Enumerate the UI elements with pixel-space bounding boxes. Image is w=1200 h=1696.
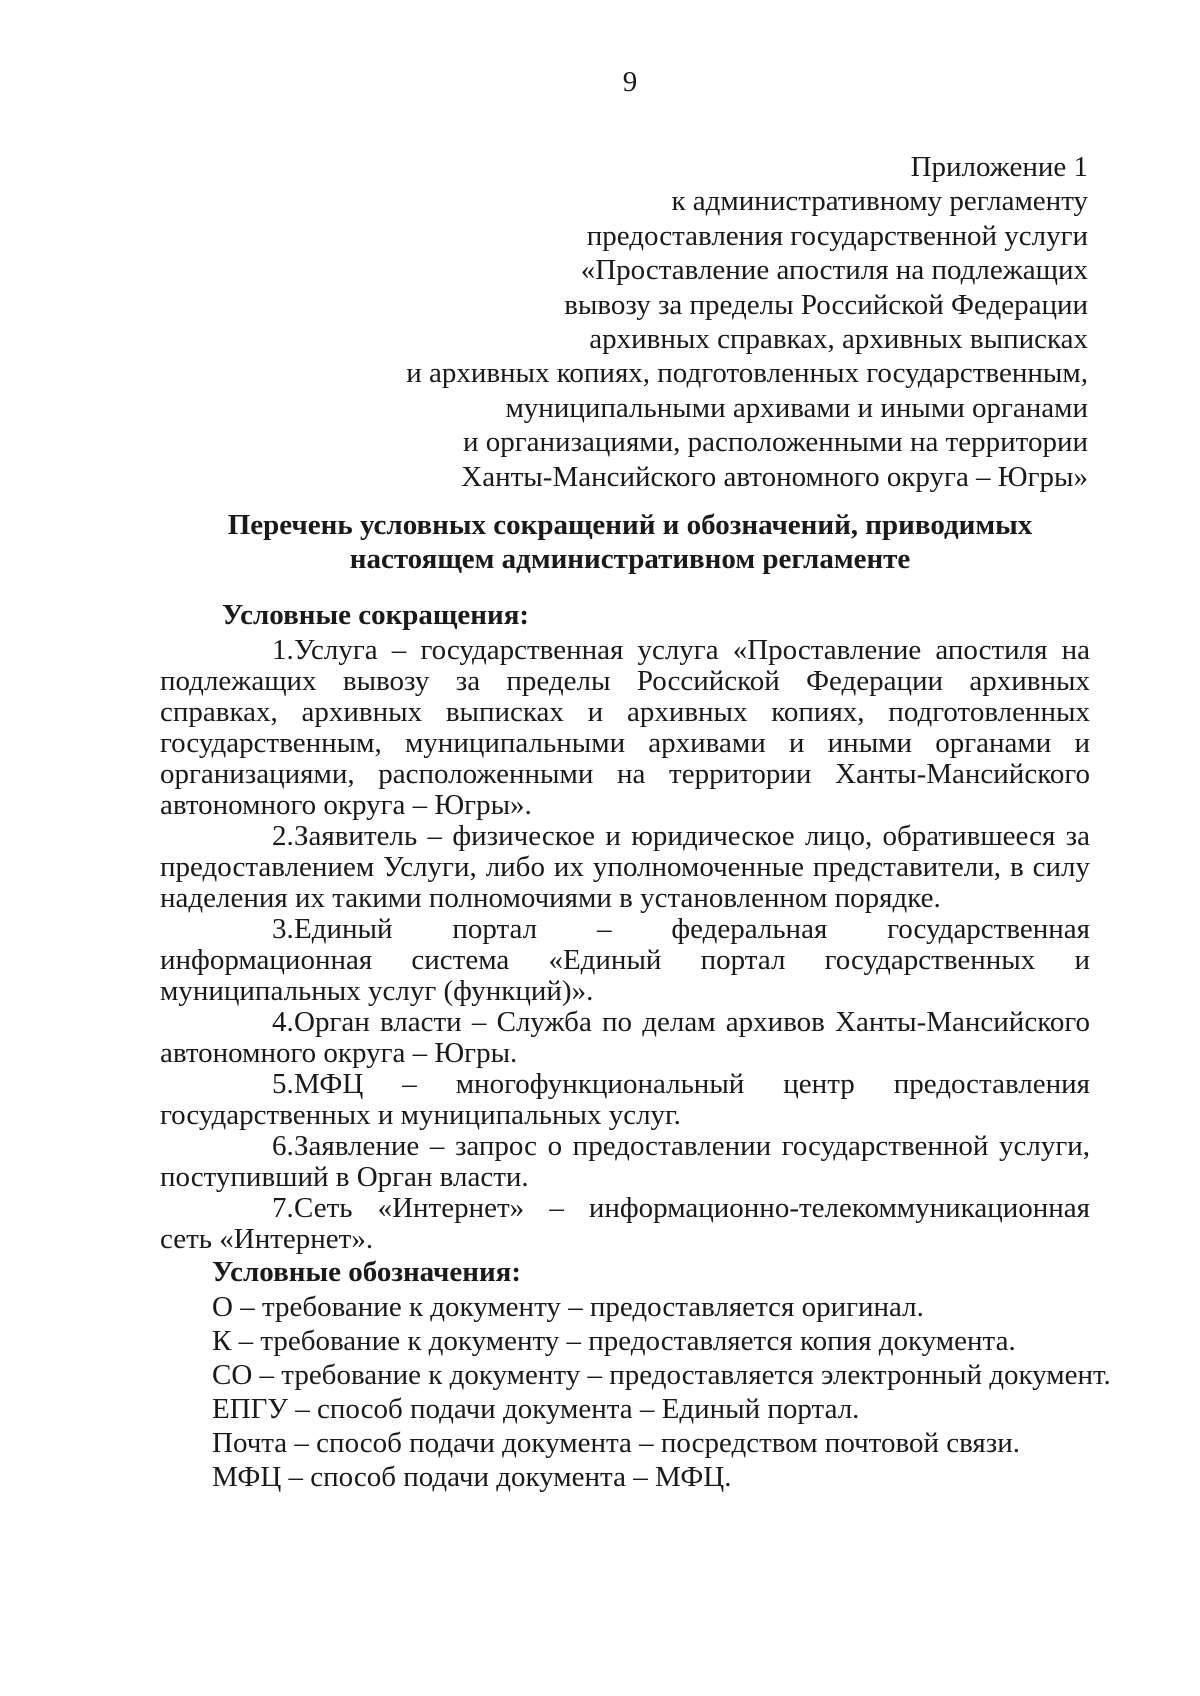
appendix-line: муниципальными архивами и иными органами	[505, 391, 1088, 424]
notation-item: К – требование к документу – предоставляется копия документа.	[212, 1325, 1016, 1357]
abbreviation-item	[160, 1131, 1090, 1193]
page-number: 9	[622, 66, 638, 98]
item-text: Услуга – государственная услуга «Проставление апостиля на подлежащих вывозу за пределы Российской Федерации архивных справках, архивных выписках и архивных копиях, подготовленных государственным, муниципальными архивами и иными органами и организациями, расположенными на территории Ханты-Мансийского автономного округа – Югры».	[160, 634, 1090, 821]
appendix-line: Приложение 1	[910, 151, 1088, 183]
abbreviation-item	[160, 1069, 1090, 1131]
appendix-line: Ханты-Мансийского автономного округа – Югры»	[461, 460, 1088, 493]
appendix-line: архивных справках, архивных выписках	[589, 323, 1088, 356]
notations-section	[160, 1256, 1111, 1494]
abbreviation-item	[160, 821, 1090, 914]
appendix-line: к административному регламенту	[671, 185, 1088, 218]
item-text: Заявитель – физическое и юридическое лицо, обратившееся за предоставлением Услуги, либо их уполномоченные представители, в силу наделения их такими полномочиями в установленном порядке.	[160, 820, 1090, 914]
item-text: Орган власти – Служба по делам архивов Ханты-Мансийского автономного округа – Югры.	[160, 1006, 1090, 1069]
notations-heading: Условные обозначения:	[212, 1256, 522, 1288]
notation-item: МФЦ – способ подачи документа – МФЦ.	[212, 1461, 732, 1493]
item-text: Сеть «Интернет» – информационно-телекоммуникационная сеть «Интернет».	[160, 1192, 1090, 1255]
appendix-line: «Проставление апостиля на подлежащих	[580, 254, 1088, 287]
item-number: 6.	[272, 1130, 294, 1162]
abbreviation-item	[160, 1007, 1090, 1069]
abbreviation-item	[160, 914, 1090, 1007]
item-text: Единый портал – федеральная государственная информационная система «Единый портал государственных и муниципальных услуг (функций)».	[160, 913, 1090, 1007]
document-title	[150, 508, 1110, 576]
notation-item: СО – требование к документу – предоставляется электронный документ.	[212, 1359, 1111, 1391]
abbreviation-item	[160, 1193, 1090, 1255]
abbreviation-item	[160, 635, 1090, 821]
abbreviations-heading: Условные сокращения:	[222, 599, 530, 631]
item-text: Заявление – запрос о предоставлении государственной услуги, поступивший в Орган власти.	[160, 1130, 1090, 1193]
document-body	[160, 599, 1111, 1494]
appendix-line: и организациями, расположенными на территории	[463, 426, 1088, 459]
item-text: МФЦ – многофункциональный центр предоставления государственных и муниципальных услуг.	[160, 1068, 1090, 1131]
appendix-line: предоставления государственной услуги	[586, 219, 1088, 252]
appendix-line: вывозу за пределы Российской Федерации	[564, 288, 1088, 321]
item-number: 3.	[272, 913, 294, 945]
title-line: Перечень условных сокращений и обозначений, приводимых	[227, 509, 1033, 541]
item-number: 5.	[272, 1068, 294, 1100]
item-number: 2.	[272, 820, 294, 852]
title-line: настоящем административном регламенте	[349, 543, 911, 575]
item-number: 7.	[272, 1192, 294, 1224]
notation-item: Почта – способ подачи документа – посредством почтовой связи.	[212, 1427, 1020, 1459]
appendix-header	[328, 150, 1088, 494]
notation-item: ЕПГУ – способ подачи документа – Единый портал.	[212, 1393, 860, 1425]
notation-item: О – требование к документу – предоставляется оригинал.	[212, 1291, 924, 1323]
item-number: 4.	[272, 1006, 294, 1038]
item-number: 1.	[272, 634, 294, 666]
appendix-line: и архивных копиях, подготовленных государственным,	[406, 357, 1088, 390]
